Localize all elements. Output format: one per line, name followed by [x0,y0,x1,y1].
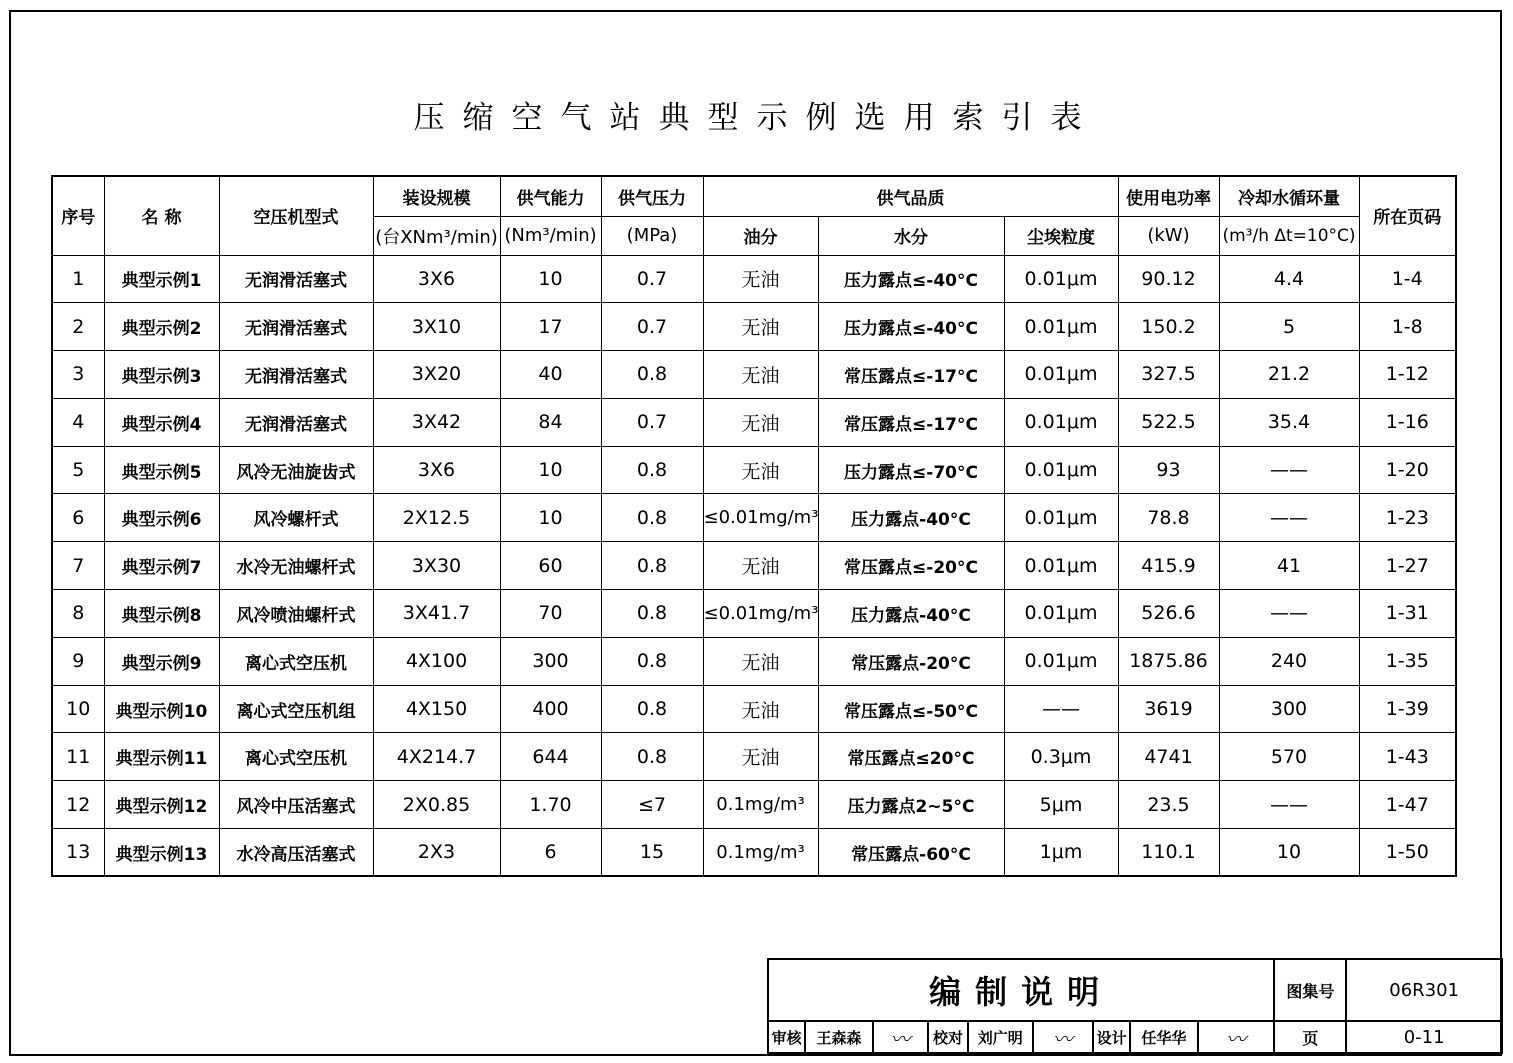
dust-cell: 0.01μm [1004,542,1118,590]
name-cell: 典型示例13 [104,829,219,877]
cooling-cell: 300 [1219,685,1359,733]
water-cell: 常压露点≤-17°C [818,398,1004,446]
header-pressure-unit: (MPa) [601,216,703,255]
oil-cell: 0.1mg/m³ [703,781,818,829]
power-cell: 90.12 [1118,255,1219,303]
table-row [52,494,1456,542]
model-cell: 风冷中压活塞式 [219,781,373,829]
water-cell: 常压露点-60°C [818,829,1004,877]
model-cell: 无润滑活塞式 [219,255,373,303]
header-capacity: 供气能力 [500,176,601,216]
model-cell: 水冷无油螺杆式 [219,542,373,590]
power-cell: 327.5 [1118,351,1219,399]
water-cell: 常压露点-20°C [818,637,1004,685]
scale-cell: 3X6 [373,255,500,303]
pressure-cell: 0.8 [601,542,703,590]
model-cell: 风冷螺杆式 [219,494,373,542]
seq-cell: 3 [52,351,104,399]
seq-cell: 4 [52,398,104,446]
capacity-cell: 400 [500,685,601,733]
power-cell: 415.9 [1118,542,1219,590]
pressure-cell: 0.8 [601,685,703,733]
index-table [51,175,1457,877]
water-cell: 常压露点≤-50°C [818,685,1004,733]
page-label: 页 [1274,1021,1346,1053]
page-cell: 1-39 [1359,685,1456,733]
header-page: 所在页码 [1359,176,1456,255]
header-water: 水分 [818,216,1004,255]
header-scale-unit: (台XNm³/min) [373,216,500,255]
scale-cell: 2X0.85 [373,781,500,829]
model-cell: 离心式空压机组 [219,685,373,733]
dust-cell: 0.01μm [1004,590,1118,638]
name-cell: 典型示例1 [104,255,219,303]
name-cell: 典型示例8 [104,590,219,638]
pressure-cell: 0.7 [601,303,703,351]
power-cell: 150.2 [1118,303,1219,351]
name-cell: 典型示例12 [104,781,219,829]
reviewer-name: 王森森 [805,1021,872,1053]
water-cell: 压力露点≤-40°C [818,255,1004,303]
pressure-cell: 0.8 [601,637,703,685]
scale-cell: 3X6 [373,446,500,494]
dust-cell: 0.01μm [1004,494,1118,542]
seq-cell: 8 [52,590,104,638]
capacity-cell: 70 [500,590,601,638]
name-cell: 典型示例11 [104,733,219,781]
pressure-cell: ≤7 [601,781,703,829]
header-cooling-unit: (m³/h Δt=10°C) [1219,216,1359,255]
table-row [52,303,1456,351]
page-cell: 1-27 [1359,542,1456,590]
seq-cell: 13 [52,829,104,877]
seq-cell: 5 [52,446,104,494]
checker-name: 刘广明 [968,1021,1033,1053]
scale-cell: 3X41.7 [373,590,500,638]
name-cell: 典型示例6 [104,494,219,542]
water-cell: 压力露点≤-70°C [818,446,1004,494]
reviewer-signature: 〰 [873,1021,929,1053]
seq-cell: 6 [52,494,104,542]
name-cell: 典型示例2 [104,303,219,351]
name-cell: 典型示例10 [104,685,219,733]
capacity-cell: 10 [500,446,601,494]
name-cell: 典型示例7 [104,542,219,590]
scale-cell: 3X10 [373,303,500,351]
cooling-cell: —— [1219,590,1359,638]
pressure-cell: 0.8 [601,590,703,638]
page-cell: 1-43 [1359,733,1456,781]
table-row [52,590,1456,638]
capacity-cell: 1.70 [500,781,601,829]
table-row [52,351,1456,399]
table-row [52,255,1456,303]
power-cell: 526.6 [1118,590,1219,638]
check-label: 校对 [928,1021,967,1053]
page-cell: 1-16 [1359,398,1456,446]
capacity-cell: 300 [500,637,601,685]
model-cell: 水冷高压活塞式 [219,829,373,877]
cooling-cell: 5 [1219,303,1359,351]
name-cell: 典型示例3 [104,351,219,399]
table-row [52,829,1456,877]
oil-cell: ≤0.01mg/m³ [703,590,818,638]
title-block-heading: 编制说明 [768,959,1274,1021]
oil-cell: 无油 [703,351,818,399]
model-cell: 离心式空压机 [219,733,373,781]
seq-cell: 1 [52,255,104,303]
water-cell: 常压露点≤-17°C [818,351,1004,399]
power-cell: 4741 [1118,733,1219,781]
page-cell: 1-12 [1359,351,1456,399]
capacity-cell: 40 [500,351,601,399]
pressure-cell: 0.8 [601,351,703,399]
capacity-cell: 644 [500,733,601,781]
design-label: 设计 [1093,1021,1130,1053]
water-cell: 常压露点≤20°C [818,733,1004,781]
seq-cell: 2 [52,303,104,351]
oil-cell: ≤0.01mg/m³ [703,494,818,542]
page-cell: 1-47 [1359,781,1456,829]
model-cell: 无润滑活塞式 [219,351,373,399]
cooling-cell: 21.2 [1219,351,1359,399]
cooling-cell: 240 [1219,637,1359,685]
table-row [52,446,1456,494]
oil-cell: 无油 [703,446,818,494]
header-power-unit: (kW) [1118,216,1219,255]
capacity-cell: 17 [500,303,601,351]
designer-signature: 〰 [1198,1021,1275,1053]
capacity-cell: 6 [500,829,601,877]
header-model: 空压机型式 [219,176,373,255]
dust-cell: 0.01μm [1004,255,1118,303]
scale-cell: 2X12.5 [373,494,500,542]
capacity-cell: 10 [500,494,601,542]
model-cell: 无润滑活塞式 [219,303,373,351]
seq-cell: 11 [52,733,104,781]
page-number: 0-11 [1346,1021,1502,1053]
cooling-cell: 4.4 [1219,255,1359,303]
dust-cell: 1μm [1004,829,1118,877]
power-cell: 522.5 [1118,398,1219,446]
cooling-cell: —— [1219,781,1359,829]
page-cell: 1-20 [1359,446,1456,494]
name-cell: 典型示例5 [104,446,219,494]
power-cell: 23.5 [1118,781,1219,829]
table-row [52,781,1456,829]
cooling-cell: —— [1219,494,1359,542]
table-row [52,542,1456,590]
scale-cell: 4X100 [373,637,500,685]
page-cell: 1-35 [1359,637,1456,685]
name-cell: 典型示例9 [104,637,219,685]
atlas-number-label: 图集号 [1274,959,1346,1021]
scale-cell: 3X20 [373,351,500,399]
header-name: 名 称 [104,176,219,255]
seq-cell: 12 [52,781,104,829]
model-cell: 风冷喷油螺杆式 [219,590,373,638]
seq-cell: 9 [52,637,104,685]
dust-cell: 0.3μm [1004,733,1118,781]
dust-cell: —— [1004,685,1118,733]
table-row [52,685,1456,733]
capacity-cell: 10 [500,255,601,303]
water-cell: 压力露点-40°C [818,494,1004,542]
pressure-cell: 15 [601,829,703,877]
table-row [52,733,1456,781]
power-cell: 78.8 [1118,494,1219,542]
water-cell: 压力露点-40°C [818,590,1004,638]
model-cell: 离心式空压机 [219,637,373,685]
pressure-cell: 0.7 [601,398,703,446]
header-capacity-unit: (Nm³/min) [500,216,601,255]
dust-cell: 0.01μm [1004,351,1118,399]
capacity-cell: 60 [500,542,601,590]
oil-cell: 无油 [703,398,818,446]
cooling-cell: 10 [1219,829,1359,877]
model-cell: 无润滑活塞式 [219,398,373,446]
scale-cell: 2X3 [373,829,500,877]
power-cell: 110.1 [1118,829,1219,877]
table-row [52,398,1456,446]
header-seq: 序号 [52,176,104,255]
dust-cell: 0.01μm [1004,398,1118,446]
cooling-cell: —— [1219,446,1359,494]
header-power: 使用电功率 [1118,176,1219,216]
page-cell: 1-8 [1359,303,1456,351]
pressure-cell: 0.8 [601,733,703,781]
power-cell: 93 [1118,446,1219,494]
water-cell: 常压露点≤-20°C [818,542,1004,590]
dust-cell: 5μm [1004,781,1118,829]
dust-cell: 0.01μm [1004,303,1118,351]
review-label: 审核 [768,1021,805,1053]
pressure-cell: 0.7 [601,255,703,303]
cooling-cell: 35.4 [1219,398,1359,446]
cooling-cell: 570 [1219,733,1359,781]
header-quality: 供气品质 [703,176,1118,216]
scale-cell: 3X42 [373,398,500,446]
power-cell: 3619 [1118,685,1219,733]
pressure-cell: 0.8 [601,494,703,542]
oil-cell: 无油 [703,255,818,303]
oil-cell: 无油 [703,733,818,781]
page-cell: 1-50 [1359,829,1456,877]
designer-name: 任华华 [1130,1021,1197,1053]
atlas-number: 06R301 [1346,959,1502,1021]
oil-cell: 0.1mg/m³ [703,829,818,877]
header-dust: 尘埃粒度 [1004,216,1118,255]
oil-cell: 无油 [703,303,818,351]
cooling-cell: 41 [1219,542,1359,590]
seq-cell: 7 [52,542,104,590]
water-cell: 压力露点≤-40°C [818,303,1004,351]
scale-cell: 4X214.7 [373,733,500,781]
power-cell: 1875.86 [1118,637,1219,685]
page-cell: 1-31 [1359,590,1456,638]
scale-cell: 4X150 [373,685,500,733]
table-row [52,637,1456,685]
header-pressure: 供气压力 [601,176,703,216]
dust-cell: 0.01μm [1004,446,1118,494]
page-cell: 1-4 [1359,255,1456,303]
water-cell: 压力露点2~5°C [818,781,1004,829]
oil-cell: 无油 [703,637,818,685]
checker-signature: 〰 [1033,1021,1093,1053]
header-scale: 装设规模 [373,176,500,216]
name-cell: 典型示例4 [104,398,219,446]
pressure-cell: 0.8 [601,446,703,494]
seq-cell: 10 [52,685,104,733]
scale-cell: 3X30 [373,542,500,590]
header-cooling: 冷却水循环量 [1219,176,1359,216]
oil-cell: 无油 [703,685,818,733]
model-cell: 风冷无油旋齿式 [219,446,373,494]
dust-cell: 0.01μm [1004,637,1118,685]
header-oil: 油分 [703,216,818,255]
page-title: 压缩空气站典型示例选用索引表 [413,100,1100,136]
oil-cell: 无油 [703,542,818,590]
page-cell: 1-23 [1359,494,1456,542]
title-block [767,958,1503,1054]
capacity-cell: 84 [500,398,601,446]
